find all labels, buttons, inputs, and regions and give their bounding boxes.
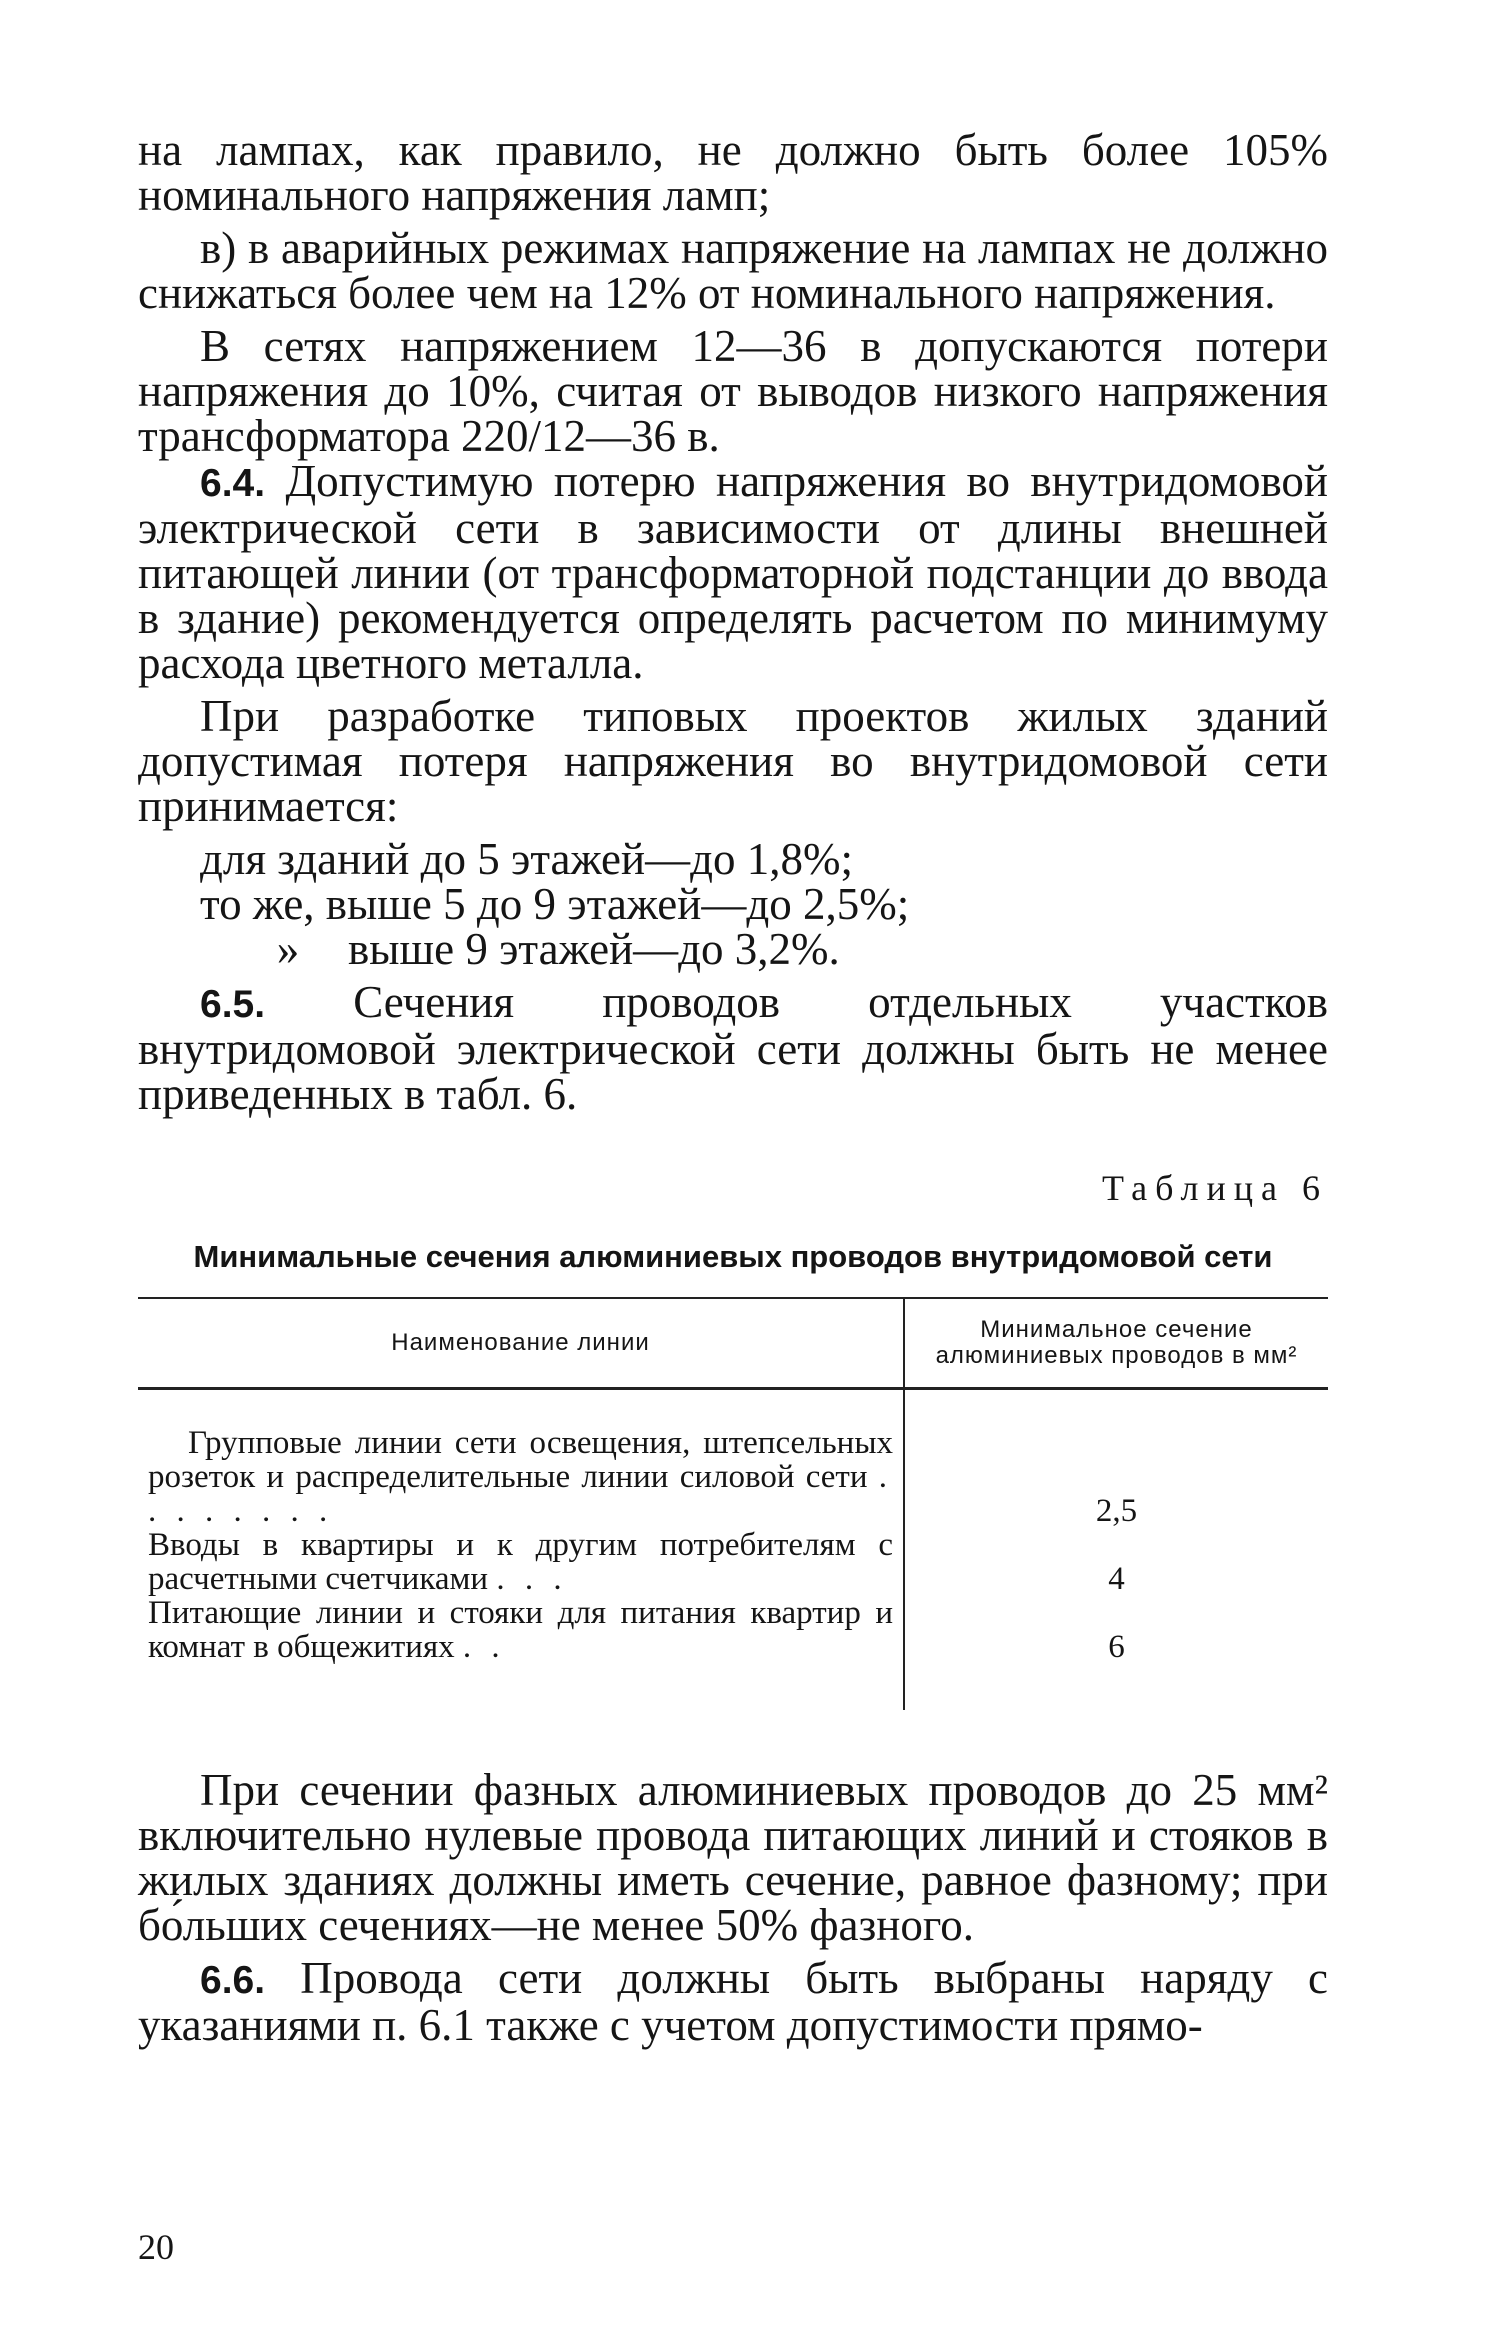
section-6-4-number: 6.4. — [200, 462, 266, 505]
list-item: » выше 9 этажей—до 3,2%. — [138, 927, 1328, 972]
table-cell-value: 6 — [1108, 1629, 1125, 1665]
section-6-6 — [138, 1953, 1328, 2050]
section-6-5-text: Сечения проводов отдельных участков внутридомовой электрической сети должны быть не менее приведенных в табл. 6. — [138, 977, 1329, 1119]
section-6-6-number: 6.6. — [200, 1959, 266, 2002]
section-6-6-text: Провода сети должны быть выбраны наряду с указаниями п. 6.1 также с учетом допустимости прямо- — [138, 1953, 1328, 2050]
table-caption: Таблица 6 — [1102, 1168, 1328, 1208]
table-row — [138, 1596, 1328, 1710]
list-item: для зданий до 5 этажей—до 1,8%; — [200, 834, 853, 884]
section-6-5-number: 6.5. — [200, 983, 266, 1026]
table-cell-name: Групповые линии сети освещения, штепсельных розеток и распределительные линии силовой сети . . . . . . . . — [138, 1389, 904, 1529]
column-header-min-section: Минимальное сечение алюминиевых проводов в мм² — [904, 1298, 1328, 1389]
paragraph-neutral-wires: При сечении фазных алюминиевых проводов до 25 мм² включительно нулевые провода питающих линий и стояков в жилых зданиях должны иметь сечение, равное фазному; при бо́льших сечениях—не менее 50% фазного. — [138, 1765, 1328, 1950]
column-header-line-name: Наименование линии — [138, 1298, 904, 1389]
paragraph-typical-projects: При разработке типовых проектов жилых зданий допустимая потеря напряжения во внутридомовой сети принимается: — [138, 691, 1328, 831]
ditto-mark: » — [276, 924, 300, 974]
table-header-row — [138, 1298, 1328, 1389]
paragraph-continuation: на лампах, как правило, не должно быть более 105% номинального напряжения ламп; — [138, 125, 1328, 220]
section-6-4-text: Допустимую потерю напряжения во внутридомовой электрической сети в зависимости от длины внешней питающей линии (от трансформаторной подстанции до ввода в здание) рекомендуется определять расчетом по минимуму расхода цветного металла. — [138, 456, 1328, 688]
table-title: Минимальные сечения алюминиевых проводов внутридомовой сети — [193, 1239, 1273, 1274]
table-cell-name: Питающие линии и стояки для питания квартир и комнат в общежитиях . . — [138, 1596, 904, 1710]
table-row — [138, 1389, 1328, 1529]
list-item: то же, выше 5 до 9 этажей—до 2,5%; — [200, 879, 910, 929]
min-sections-table — [138, 1297, 1328, 1710]
page-number: 20 — [138, 2227, 174, 2267]
table-cell-value: 4 — [1108, 1561, 1125, 1597]
page-body — [138, 125, 1329, 2050]
table-cell-value: 2,5 — [1095, 1493, 1138, 1529]
paragraph-low-voltage: В сетях напряжением 12—36 в допускаются потери напряжения до 10%, считая от выводов низкого напряжения трансформатора 220/12—36 в. — [138, 321, 1328, 461]
table-cell-name: Вводы в квартиры и к другим потребителям с расчетными счетчиками . . . — [138, 1528, 904, 1596]
table-row — [138, 1528, 1328, 1596]
voltage-loss-list — [138, 834, 1328, 974]
section-6-5 — [138, 977, 1329, 1119]
paragraph-item-v: в) в аварийных режимах напряжение на лампах не должно снижаться более чем на 12% от номинального напряжения. — [138, 223, 1328, 318]
section-6-4 — [138, 456, 1328, 688]
